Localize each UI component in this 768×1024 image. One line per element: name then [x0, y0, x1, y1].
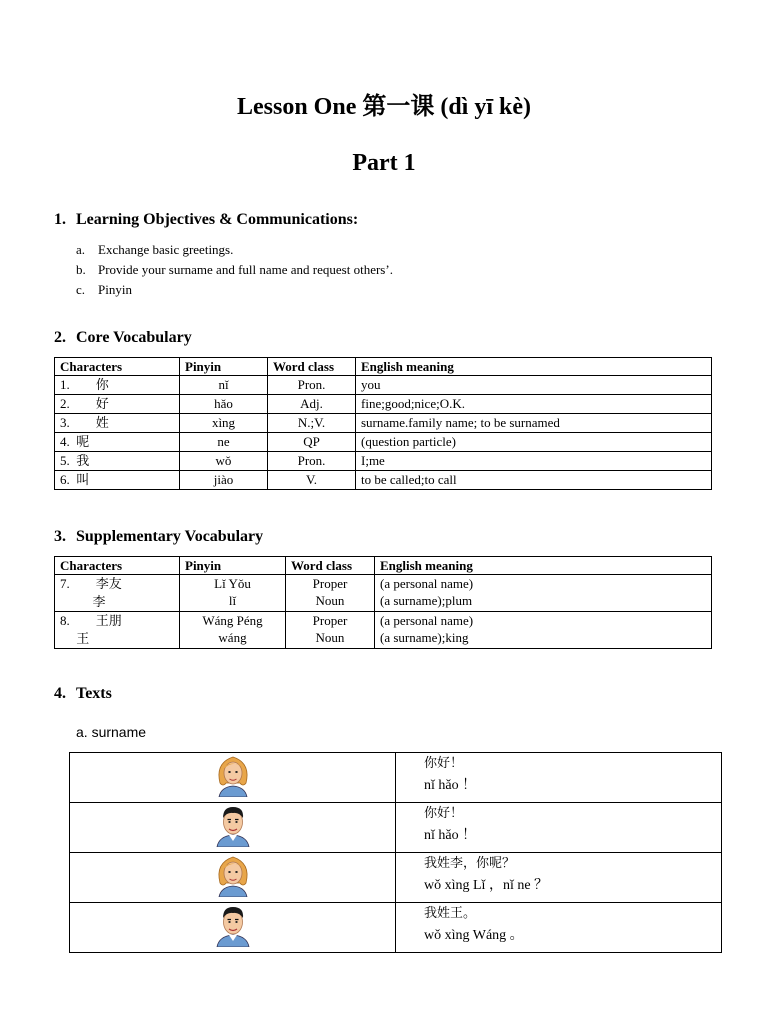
- male-avatar-icon: [209, 803, 257, 847]
- supplementary-vocab-table: [54, 556, 712, 649]
- dialog-table: [69, 752, 722, 953]
- table-row: 1. 你 nǐ Pron. you: [55, 376, 712, 395]
- list-item: c. Pinyin: [76, 282, 132, 297]
- part-title: Part 1: [352, 150, 416, 176]
- dialog-row: 你好！ nǐ hǎo ！: [70, 753, 722, 803]
- list-item: b. Provide your surname and full name and request others’.: [76, 262, 393, 277]
- dialog-row: 我姓王。 wǒ xìng Wáng 。: [70, 903, 722, 953]
- table-row: 4. 呢 ne QP (question particle): [55, 433, 712, 452]
- dialog-row: 我姓李，你呢？ wǒ xìng Lǐ ，nǐ ne ？: [70, 853, 722, 903]
- table-row: 8. 王朋 王 Wáng Péng wáng Proper Noun (a personal name) (a surname);king: [55, 612, 712, 649]
- lesson-title: Lesson One 第一课 (dì yī kè): [236, 94, 532, 120]
- core-vocab-table: [54, 357, 712, 490]
- female-avatar-icon: [209, 753, 257, 797]
- objectives-list: [76, 242, 393, 302]
- supplementary-vocab-heading: 3. Supplementary Vocabulary: [54, 528, 264, 545]
- table-row: 3. 姓 xìng N.;V. surname.family name; to be surnamed: [55, 414, 712, 433]
- table-row: 2. 好 hǎo Adj. fine;good;nice;O.K.: [55, 395, 712, 414]
- male-avatar-icon: [209, 903, 257, 947]
- table-row: 7. 李友 李 Lǐ Yǒu lǐ Proper Noun (a personal name) (a surname);plum: [55, 575, 712, 612]
- female-avatar-icon: [209, 853, 257, 897]
- dialog-row: 你好！ nǐ hǎo ！: [70, 803, 722, 853]
- core-vocab-heading: 2. Core Vocabulary: [54, 329, 192, 346]
- table-header-row: Characters Pinyin Word class English meaning: [55, 557, 712, 575]
- table-row: 5. 我 wǒ Pron. I;me: [55, 452, 712, 471]
- texts-sub-label: a. surname: [76, 724, 147, 740]
- list-item: a. Exchange basic greetings.: [76, 242, 234, 257]
- table-header-row: Characters Pinyin Word class English meaning: [55, 358, 712, 376]
- objectives-heading: 1. Learning Objectives & Communications:: [54, 211, 359, 228]
- texts-heading: 4. Texts: [54, 685, 112, 702]
- table-row: 6. 叫 jiào V. to be called;to call: [55, 471, 712, 490]
